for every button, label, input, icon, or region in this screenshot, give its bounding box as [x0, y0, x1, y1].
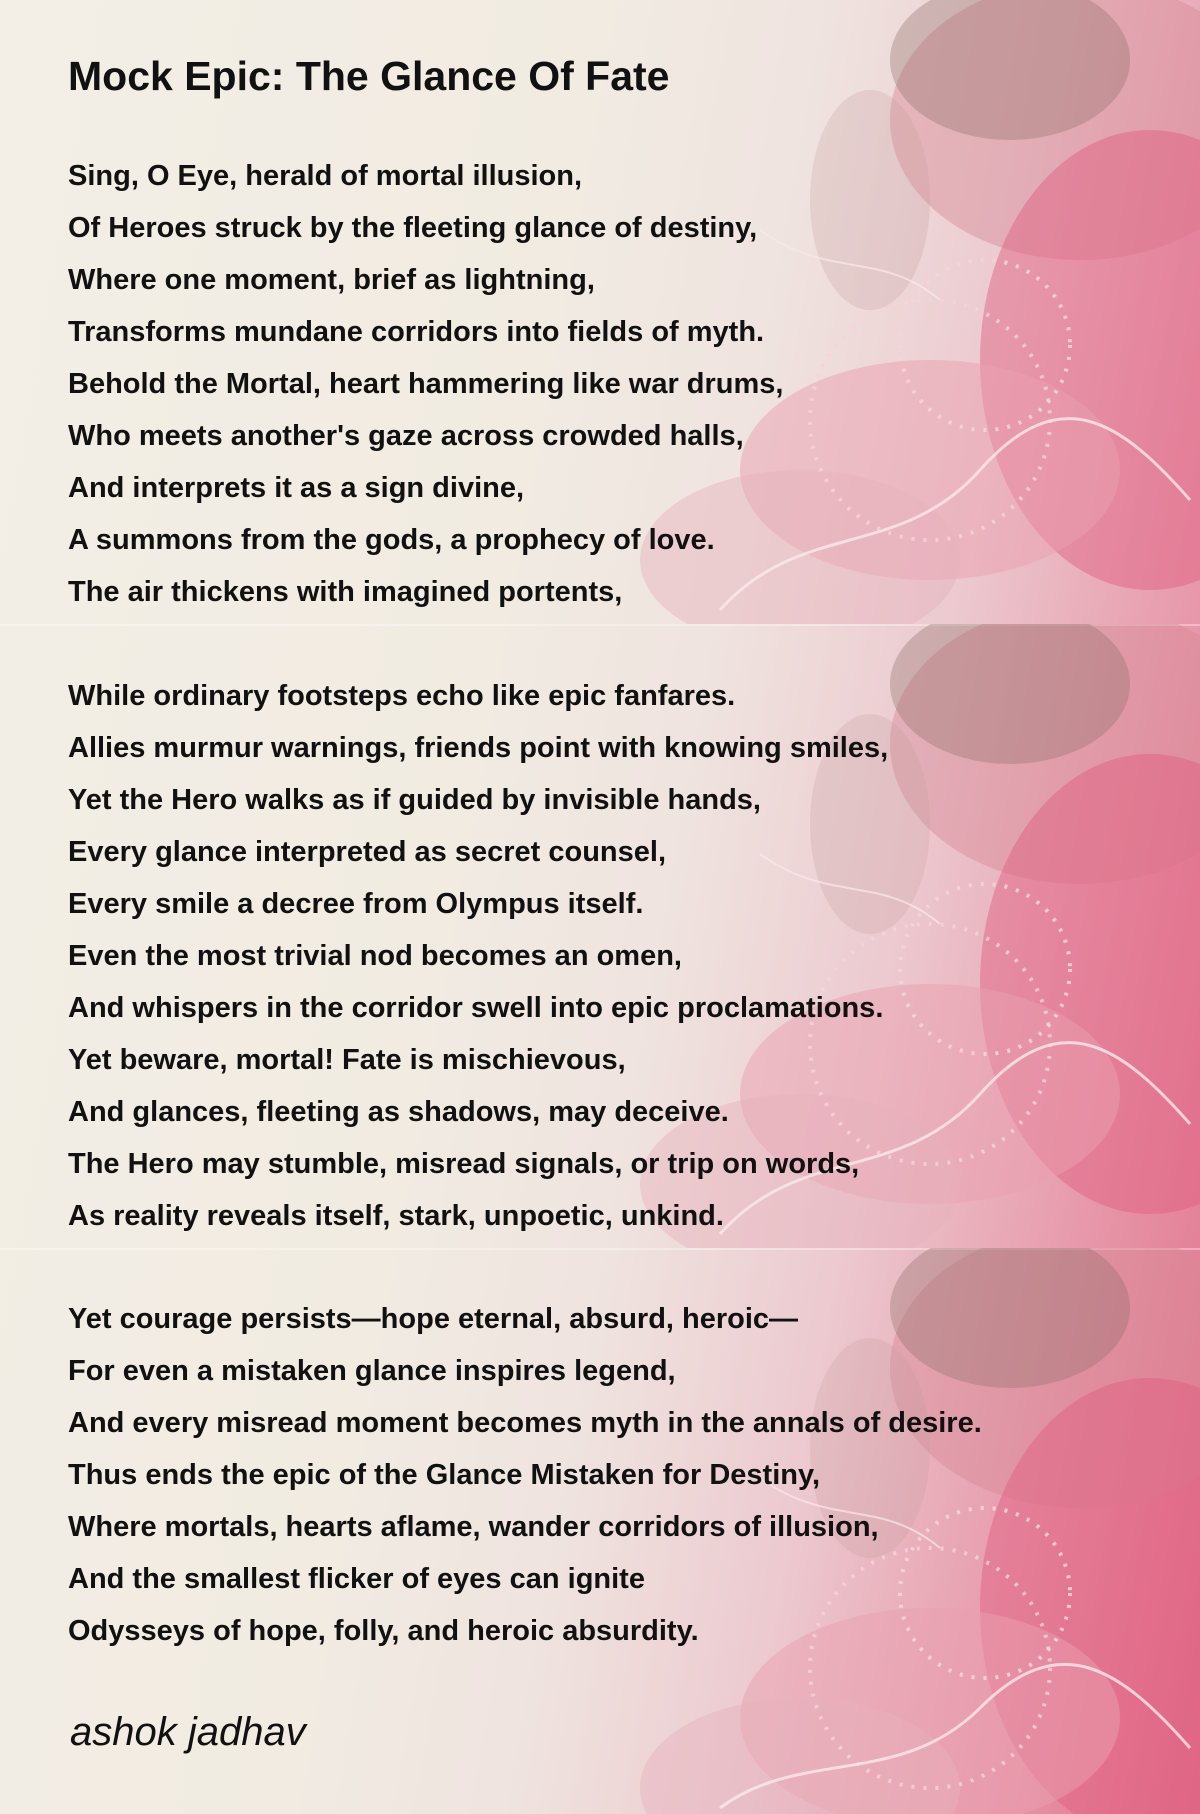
stanza: [68, 670, 888, 1242]
poem-line: And glances, fleeting as shadows, may deceive.: [68, 1096, 729, 1128]
poem-line: Yet the Hero walks as if guided by invisible hands,: [68, 784, 761, 816]
poem-line: And the smallest flicker of eyes can ignite: [68, 1563, 645, 1595]
poem-line: Every smile a decree from Olympus itself.: [68, 888, 644, 920]
poem-line: As reality reveals itself, stark, unpoetic, unkind.: [68, 1200, 724, 1232]
poem-line: Of Heroes struck by the fleeting glance of destiny,: [68, 212, 758, 244]
poem-line: Yet beware, mortal! Fate is mischievous,: [68, 1044, 626, 1076]
poem-line: Behold the Mortal, heart hammering like war drums,: [68, 368, 784, 400]
poem-line: While ordinary footsteps echo like epic fanfares.: [68, 680, 736, 712]
poem-title: Mock Epic: The Glance Of Fate: [68, 53, 670, 99]
poem-line: For even a mistaken glance inspires legend,: [68, 1355, 676, 1387]
poem-line: Sing, O Eye, herald of mortal illusion,: [68, 160, 583, 192]
poem-line: And interprets it as a sign divine,: [68, 472, 525, 504]
poem-line: And whispers in the corridor swell into epic proclamations.: [68, 992, 884, 1024]
poem-line: Thus ends the epic of the Glance Mistaken for Destiny,: [68, 1459, 821, 1491]
poem-line: Even the most trivial nod becomes an omen,: [68, 940, 682, 972]
stanza: [68, 1293, 982, 1657]
poem-line: The Hero may stumble, misread signals, or trip on words,: [68, 1148, 860, 1180]
poem-line: Allies murmur warnings, friends point with knowing smiles,: [68, 732, 889, 764]
poem-line: The air thickens with imagined portents,: [68, 576, 623, 608]
poem-author: ashok jadhav: [70, 1710, 306, 1754]
poem-line: Who meets another's gaze across crowded halls,: [68, 420, 744, 452]
poem-line: Odysseys of hope, folly, and heroic absurdity.: [68, 1615, 699, 1647]
poem-line: Transforms mundane corridors into fields of myth.: [68, 316, 765, 348]
poem-line: Where mortals, hearts aflame, wander corridors of illusion,: [68, 1511, 879, 1543]
poem-line: Every glance interpreted as secret counsel,: [68, 836, 666, 868]
poem-line: Where one moment, brief as lightning,: [68, 264, 595, 296]
poem-line: Yet courage persists—hope eternal, absurd, heroic—: [68, 1303, 799, 1335]
stanza: [68, 150, 783, 618]
poem-line: A summons from the gods, a prophecy of love.: [68, 524, 715, 556]
poem-line: And every misread moment becomes myth in the annals of desire.: [68, 1407, 982, 1439]
